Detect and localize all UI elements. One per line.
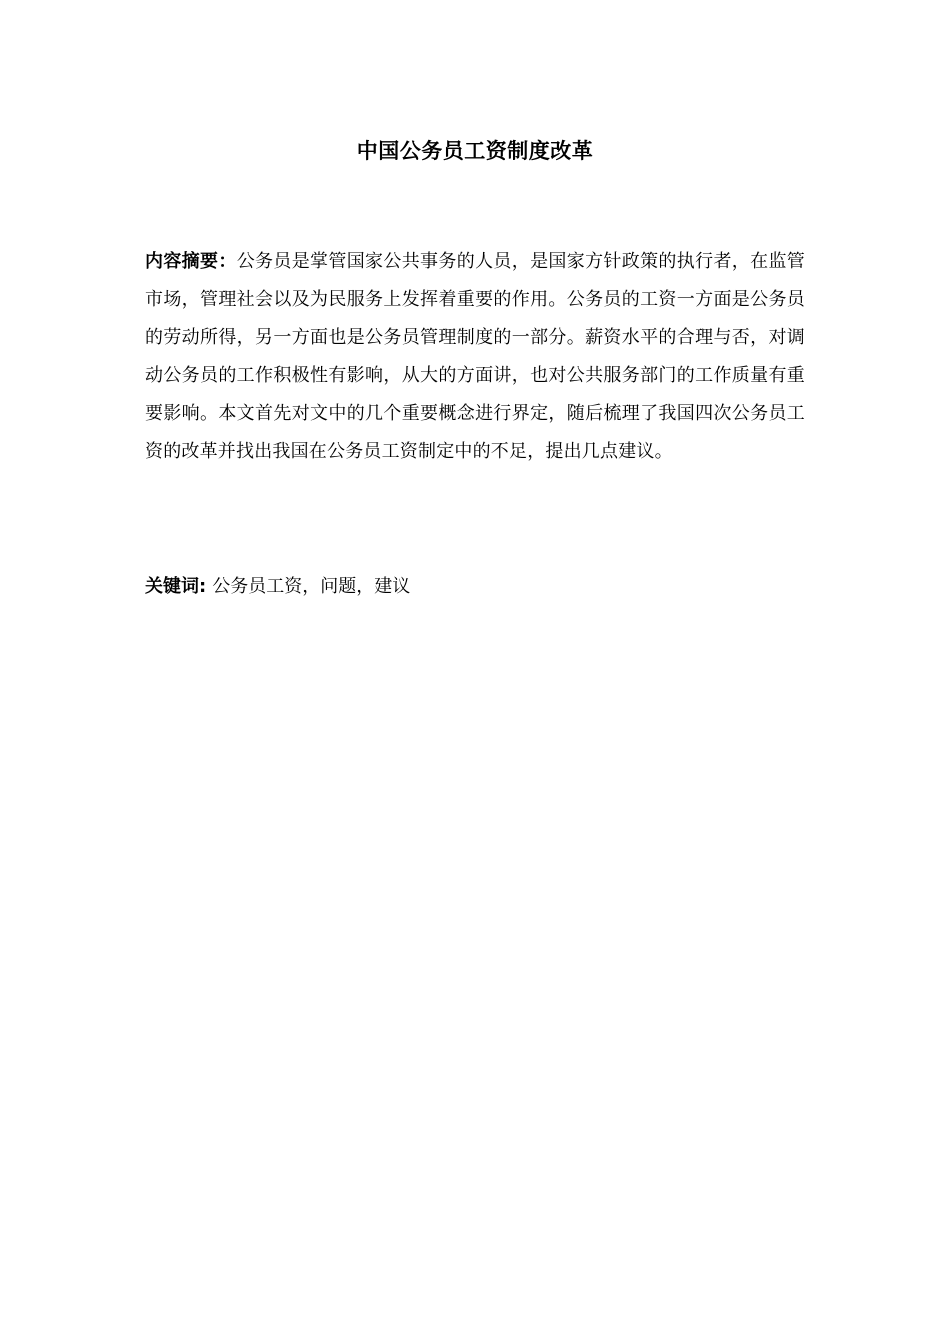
keywords-line	[145, 572, 805, 602]
abstract-label: 内容摘要：	[145, 251, 237, 272]
abstract-text: 公务员是掌管国家公共事务的人员，是国家方针政策的执行者，在监管市场，管理社会以及为民服务上发挥着重要的作用。公务员的工资一方面是公务员的劳动所得，另一方面也是公务员管理制度的一部分。薪资水平的合理与否，对调动公务员的工作积极性有影响，从大的方面讲，也对公共服务部门的工作质量有重要影响。本文首先对文中的几个重要概念进行界定，随后梳理了我国四次公务员工资的改革并找出我国在公务员工资制定中的不足，提出几点建议。	[145, 251, 805, 462]
keywords-label: 关键词:	[145, 576, 207, 597]
abstract-paragraph	[145, 243, 805, 471]
keywords-text: 公务员工资，问题，建议	[212, 576, 411, 597]
document-title: 中国公务员工资制度改革	[356, 139, 594, 163]
